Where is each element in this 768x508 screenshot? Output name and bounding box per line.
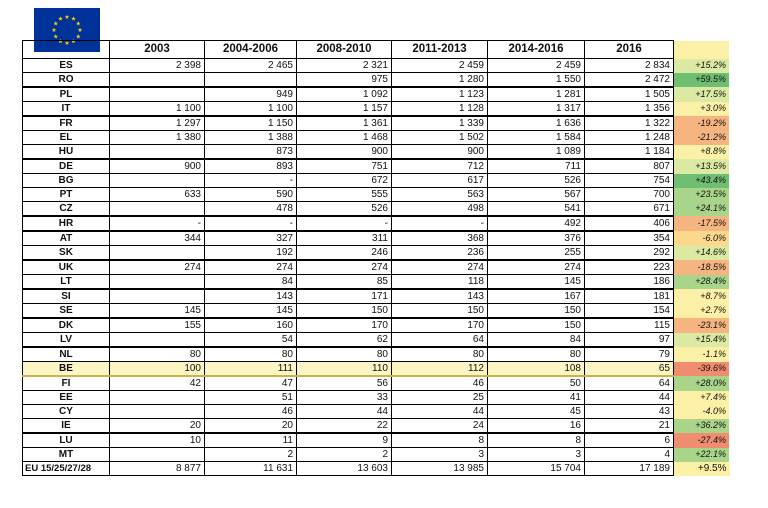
change-header xyxy=(674,41,730,59)
table-row xyxy=(23,333,730,348)
change-cell: +28.4% xyxy=(674,275,730,290)
value-cell: 274 xyxy=(205,260,297,275)
value-cell: 13 985 xyxy=(392,462,488,476)
value-cell: 80 xyxy=(488,347,585,362)
value-cell: 10 xyxy=(110,433,205,448)
value-cell: 171 xyxy=(297,289,392,304)
value-cell xyxy=(110,391,205,405)
value-cell: 900 xyxy=(392,145,488,160)
value-cell: 181 xyxy=(585,289,674,304)
table-row xyxy=(23,260,730,275)
value-cell: 1 248 xyxy=(585,131,674,145)
change-cell: -21.2% xyxy=(674,131,730,145)
change-cell: +9.5% xyxy=(674,462,730,476)
value-cell: 145 xyxy=(110,304,205,319)
value-cell: 41 xyxy=(488,391,585,405)
value-cell: 712 xyxy=(392,159,488,174)
value-cell xyxy=(110,246,205,261)
country-code: DE xyxy=(23,159,110,174)
value-cell: 24 xyxy=(392,419,488,434)
value-cell: 246 xyxy=(297,246,392,261)
value-cell: 1 636 xyxy=(488,116,585,131)
table-row xyxy=(23,174,730,188)
value-cell: 2 xyxy=(205,448,297,462)
value-cell: 80 xyxy=(392,347,488,362)
table-row xyxy=(23,59,730,73)
value-cell: 406 xyxy=(585,216,674,231)
value-cell: 3 xyxy=(392,448,488,462)
value-cell: 1 317 xyxy=(488,102,585,117)
value-cell xyxy=(110,275,205,290)
data-table xyxy=(22,40,730,476)
value-cell: 20 xyxy=(110,419,205,434)
value-cell: 192 xyxy=(205,246,297,261)
value-cell: 33 xyxy=(297,391,392,405)
value-cell: 1 123 xyxy=(392,87,488,102)
value-cell: 327 xyxy=(205,231,297,246)
value-cell xyxy=(110,174,205,188)
change-cell: -39.6% xyxy=(674,362,730,377)
table-row xyxy=(23,347,730,362)
table-row xyxy=(23,391,730,405)
value-cell: 274 xyxy=(110,260,205,275)
value-cell: 150 xyxy=(488,318,585,333)
value-cell: 65 xyxy=(585,362,674,377)
value-cell: 9 xyxy=(297,433,392,448)
value-cell: 541 xyxy=(488,202,585,217)
value-cell: 150 xyxy=(297,304,392,319)
value-cell: 100 xyxy=(110,362,205,377)
value-cell: 108 xyxy=(488,362,585,377)
country-code: SK xyxy=(23,246,110,261)
value-cell: 567 xyxy=(488,188,585,202)
value-cell: 62 xyxy=(297,333,392,348)
value-cell: 900 xyxy=(110,159,205,174)
value-cell: 155 xyxy=(110,318,205,333)
total-label: EU 15/25/27/28 xyxy=(23,462,110,476)
value-cell: 1 280 xyxy=(392,73,488,88)
country-code: IE xyxy=(23,419,110,434)
value-cell: 54 xyxy=(205,333,297,348)
value-cell: - xyxy=(205,174,297,188)
value-cell: 478 xyxy=(205,202,297,217)
value-cell: 274 xyxy=(392,260,488,275)
value-cell: 80 xyxy=(205,347,297,362)
column-header: 2016 xyxy=(585,41,674,59)
value-cell: 154 xyxy=(585,304,674,319)
country-code: ES xyxy=(23,59,110,73)
value-cell: 112 xyxy=(392,362,488,377)
value-cell: 46 xyxy=(392,376,488,391)
value-cell: 236 xyxy=(392,246,488,261)
value-cell: 4 xyxy=(585,448,674,462)
value-cell: 170 xyxy=(392,318,488,333)
value-cell: 2 472 xyxy=(585,73,674,88)
table-row xyxy=(23,87,730,102)
value-cell: 44 xyxy=(392,405,488,419)
value-cell: 110 xyxy=(297,362,392,377)
value-cell: 311 xyxy=(297,231,392,246)
table-row xyxy=(23,246,730,261)
country-code: LV xyxy=(23,333,110,348)
value-cell: 1 184 xyxy=(585,145,674,160)
value-cell: 672 xyxy=(297,174,392,188)
value-cell: 143 xyxy=(392,289,488,304)
change-cell: +7.4% xyxy=(674,391,730,405)
value-cell: 111 xyxy=(205,362,297,377)
value-cell: 8 xyxy=(488,433,585,448)
value-cell: 1 297 xyxy=(110,116,205,131)
change-cell: +17.5% xyxy=(674,87,730,102)
value-cell: 1 089 xyxy=(488,145,585,160)
value-cell: 1 150 xyxy=(205,116,297,131)
value-cell: 1 092 xyxy=(297,87,392,102)
value-cell xyxy=(110,289,205,304)
value-cell: 2 834 xyxy=(585,59,674,73)
value-cell: 223 xyxy=(585,260,674,275)
value-cell: 80 xyxy=(297,347,392,362)
value-cell: 807 xyxy=(585,159,674,174)
value-cell: - xyxy=(205,216,297,231)
value-cell: 160 xyxy=(205,318,297,333)
change-cell: -27.4% xyxy=(674,433,730,448)
table-row xyxy=(23,376,730,391)
value-cell: 900 xyxy=(297,145,392,160)
value-cell: 25 xyxy=(392,391,488,405)
value-cell: 16 xyxy=(488,419,585,434)
value-cell: 2 459 xyxy=(392,59,488,73)
country-code: LU xyxy=(23,433,110,448)
table-row xyxy=(23,202,730,217)
country-code: AT xyxy=(23,231,110,246)
value-cell: - xyxy=(392,216,488,231)
country-code: BG xyxy=(23,174,110,188)
column-header: 2003 xyxy=(110,41,205,59)
value-cell: 2 321 xyxy=(297,59,392,73)
value-cell: 150 xyxy=(392,304,488,319)
value-cell: 949 xyxy=(205,87,297,102)
column-header: 2004-2006 xyxy=(205,41,297,59)
value-cell: 751 xyxy=(297,159,392,174)
country-code: FR xyxy=(23,116,110,131)
value-cell: 84 xyxy=(488,333,585,348)
value-cell: 2 398 xyxy=(110,59,205,73)
table-row xyxy=(23,289,730,304)
value-cell: 1 502 xyxy=(392,131,488,145)
country-code: CZ xyxy=(23,202,110,217)
change-cell: +13.5% xyxy=(674,159,730,174)
change-cell: +8.7% xyxy=(674,289,730,304)
table-row xyxy=(23,231,730,246)
table-row xyxy=(23,116,730,131)
value-cell: 21 xyxy=(585,419,674,434)
value-cell: 671 xyxy=(585,202,674,217)
header-row xyxy=(23,41,730,59)
value-cell: 115 xyxy=(585,318,674,333)
table-row xyxy=(23,304,730,319)
column-header: 2014-2016 xyxy=(488,41,585,59)
value-cell: 492 xyxy=(488,216,585,231)
value-cell: 79 xyxy=(585,347,674,362)
value-cell xyxy=(110,448,205,462)
value-cell: 1 361 xyxy=(297,116,392,131)
value-cell: 1 128 xyxy=(392,102,488,117)
value-cell: 143 xyxy=(205,289,297,304)
table-row xyxy=(23,102,730,117)
value-cell: 1 356 xyxy=(585,102,674,117)
value-cell: 700 xyxy=(585,188,674,202)
change-cell: +59.5% xyxy=(674,73,730,88)
value-cell: 711 xyxy=(488,159,585,174)
column-header: 2008-2010 xyxy=(297,41,392,59)
country-code: BE xyxy=(23,362,110,377)
country-code: MT xyxy=(23,448,110,462)
country-code: EL xyxy=(23,131,110,145)
change-cell: +14.6% xyxy=(674,246,730,261)
table-row xyxy=(23,275,730,290)
corner-header xyxy=(23,41,110,59)
country-code: CY xyxy=(23,405,110,419)
change-cell: +15.4% xyxy=(674,333,730,348)
value-cell: 368 xyxy=(392,231,488,246)
change-cell: +23.5% xyxy=(674,188,730,202)
change-cell: -6.0% xyxy=(674,231,730,246)
value-cell: 97 xyxy=(585,333,674,348)
country-code: SI xyxy=(23,289,110,304)
value-cell: 43 xyxy=(585,405,674,419)
value-cell: 45 xyxy=(488,405,585,419)
value-cell: 64 xyxy=(392,333,488,348)
value-cell: - xyxy=(297,216,392,231)
value-cell: 526 xyxy=(297,202,392,217)
value-cell: 186 xyxy=(585,275,674,290)
value-cell: 617 xyxy=(392,174,488,188)
value-cell: 51 xyxy=(205,391,297,405)
value-cell: 1 100 xyxy=(110,102,205,117)
country-code: NL xyxy=(23,347,110,362)
table-row xyxy=(23,73,730,88)
value-cell: 80 xyxy=(110,347,205,362)
value-cell: 274 xyxy=(488,260,585,275)
value-cell xyxy=(110,87,205,102)
value-cell: 754 xyxy=(585,174,674,188)
value-cell: 6 xyxy=(585,433,674,448)
value-cell xyxy=(110,405,205,419)
table-row xyxy=(23,362,730,377)
value-cell: 17 189 xyxy=(585,462,674,476)
country-code: IT xyxy=(23,102,110,117)
value-cell: 555 xyxy=(297,188,392,202)
value-cell: 13 603 xyxy=(297,462,392,476)
value-cell: 2 459 xyxy=(488,59,585,73)
country-code: PL xyxy=(23,87,110,102)
change-cell: +15.2% xyxy=(674,59,730,73)
table-row xyxy=(23,448,730,462)
value-cell: 873 xyxy=(205,145,297,160)
value-cell: 56 xyxy=(297,376,392,391)
value-cell: 633 xyxy=(110,188,205,202)
value-cell: 1 281 xyxy=(488,87,585,102)
value-cell: 47 xyxy=(205,376,297,391)
table-row xyxy=(23,318,730,333)
value-cell: 292 xyxy=(585,246,674,261)
value-cell: 255 xyxy=(488,246,585,261)
table-row xyxy=(23,433,730,448)
value-cell xyxy=(110,73,205,88)
country-code: LT xyxy=(23,275,110,290)
change-cell: +36.2% xyxy=(674,419,730,434)
value-cell: 1 505 xyxy=(585,87,674,102)
value-cell: 1 339 xyxy=(392,116,488,131)
value-cell xyxy=(205,73,297,88)
value-cell: 22 xyxy=(297,419,392,434)
table-row xyxy=(23,159,730,174)
value-cell: 354 xyxy=(585,231,674,246)
value-cell: 8 xyxy=(392,433,488,448)
value-cell: - xyxy=(110,216,205,231)
value-cell: 11 xyxy=(205,433,297,448)
value-cell: 893 xyxy=(205,159,297,174)
country-code: HR xyxy=(23,216,110,231)
value-cell xyxy=(110,333,205,348)
table-row xyxy=(23,131,730,145)
value-cell: 44 xyxy=(585,391,674,405)
country-code: PT xyxy=(23,188,110,202)
column-header: 2011-2013 xyxy=(392,41,488,59)
value-cell: 20 xyxy=(205,419,297,434)
country-code: UK xyxy=(23,260,110,275)
value-cell: 274 xyxy=(297,260,392,275)
change-cell: +28.0% xyxy=(674,376,730,391)
change-cell: +3.0% xyxy=(674,102,730,117)
table-row xyxy=(23,188,730,202)
value-cell: 150 xyxy=(488,304,585,319)
value-cell: 44 xyxy=(297,405,392,419)
change-cell: +22.1% xyxy=(674,448,730,462)
change-cell: +43.4% xyxy=(674,174,730,188)
value-cell: 1 468 xyxy=(297,131,392,145)
change-cell: -4.0% xyxy=(674,405,730,419)
value-cell: 1 322 xyxy=(585,116,674,131)
change-cell: -18.5% xyxy=(674,260,730,275)
value-cell: 2 465 xyxy=(205,59,297,73)
change-cell: +2.7% xyxy=(674,304,730,319)
country-code: FI xyxy=(23,376,110,391)
value-cell: 1 388 xyxy=(205,131,297,145)
change-cell: +8.8% xyxy=(674,145,730,160)
table-row xyxy=(23,145,730,160)
country-code: DK xyxy=(23,318,110,333)
value-cell xyxy=(110,145,205,160)
change-cell: -1.1% xyxy=(674,347,730,362)
value-cell xyxy=(110,202,205,217)
value-cell: 145 xyxy=(488,275,585,290)
value-cell: 2 xyxy=(297,448,392,462)
value-cell: 526 xyxy=(488,174,585,188)
value-cell: 170 xyxy=(297,318,392,333)
value-cell: 118 xyxy=(392,275,488,290)
change-cell: -19.2% xyxy=(674,116,730,131)
country-code: HU xyxy=(23,145,110,160)
country-code: RO xyxy=(23,73,110,88)
value-cell: 8 877 xyxy=(110,462,205,476)
value-cell: 498 xyxy=(392,202,488,217)
table-row xyxy=(23,216,730,231)
value-cell: 1 157 xyxy=(297,102,392,117)
value-cell: 64 xyxy=(585,376,674,391)
value-cell: 11 631 xyxy=(205,462,297,476)
change-cell: -17.5% xyxy=(674,216,730,231)
value-cell: 344 xyxy=(110,231,205,246)
value-cell: 3 xyxy=(488,448,585,462)
value-cell: 1 100 xyxy=(205,102,297,117)
value-cell: 145 xyxy=(205,304,297,319)
value-cell: 42 xyxy=(110,376,205,391)
country-code: EE xyxy=(23,391,110,405)
country-code: SE xyxy=(23,304,110,319)
value-cell: 563 xyxy=(392,188,488,202)
total-row xyxy=(23,462,730,476)
value-cell: 50 xyxy=(488,376,585,391)
value-cell: 15 704 xyxy=(488,462,585,476)
table-row xyxy=(23,419,730,434)
value-cell: 46 xyxy=(205,405,297,419)
table-row xyxy=(23,405,730,419)
change-cell: -23.1% xyxy=(674,318,730,333)
value-cell: 376 xyxy=(488,231,585,246)
value-cell: 975 xyxy=(297,73,392,88)
value-cell: 1 584 xyxy=(488,131,585,145)
value-cell: 85 xyxy=(297,275,392,290)
value-cell: 590 xyxy=(205,188,297,202)
change-cell: +24.1% xyxy=(674,202,730,217)
value-cell: 1 550 xyxy=(488,73,585,88)
value-cell: 84 xyxy=(205,275,297,290)
value-cell: 1 380 xyxy=(110,131,205,145)
value-cell: 167 xyxy=(488,289,585,304)
